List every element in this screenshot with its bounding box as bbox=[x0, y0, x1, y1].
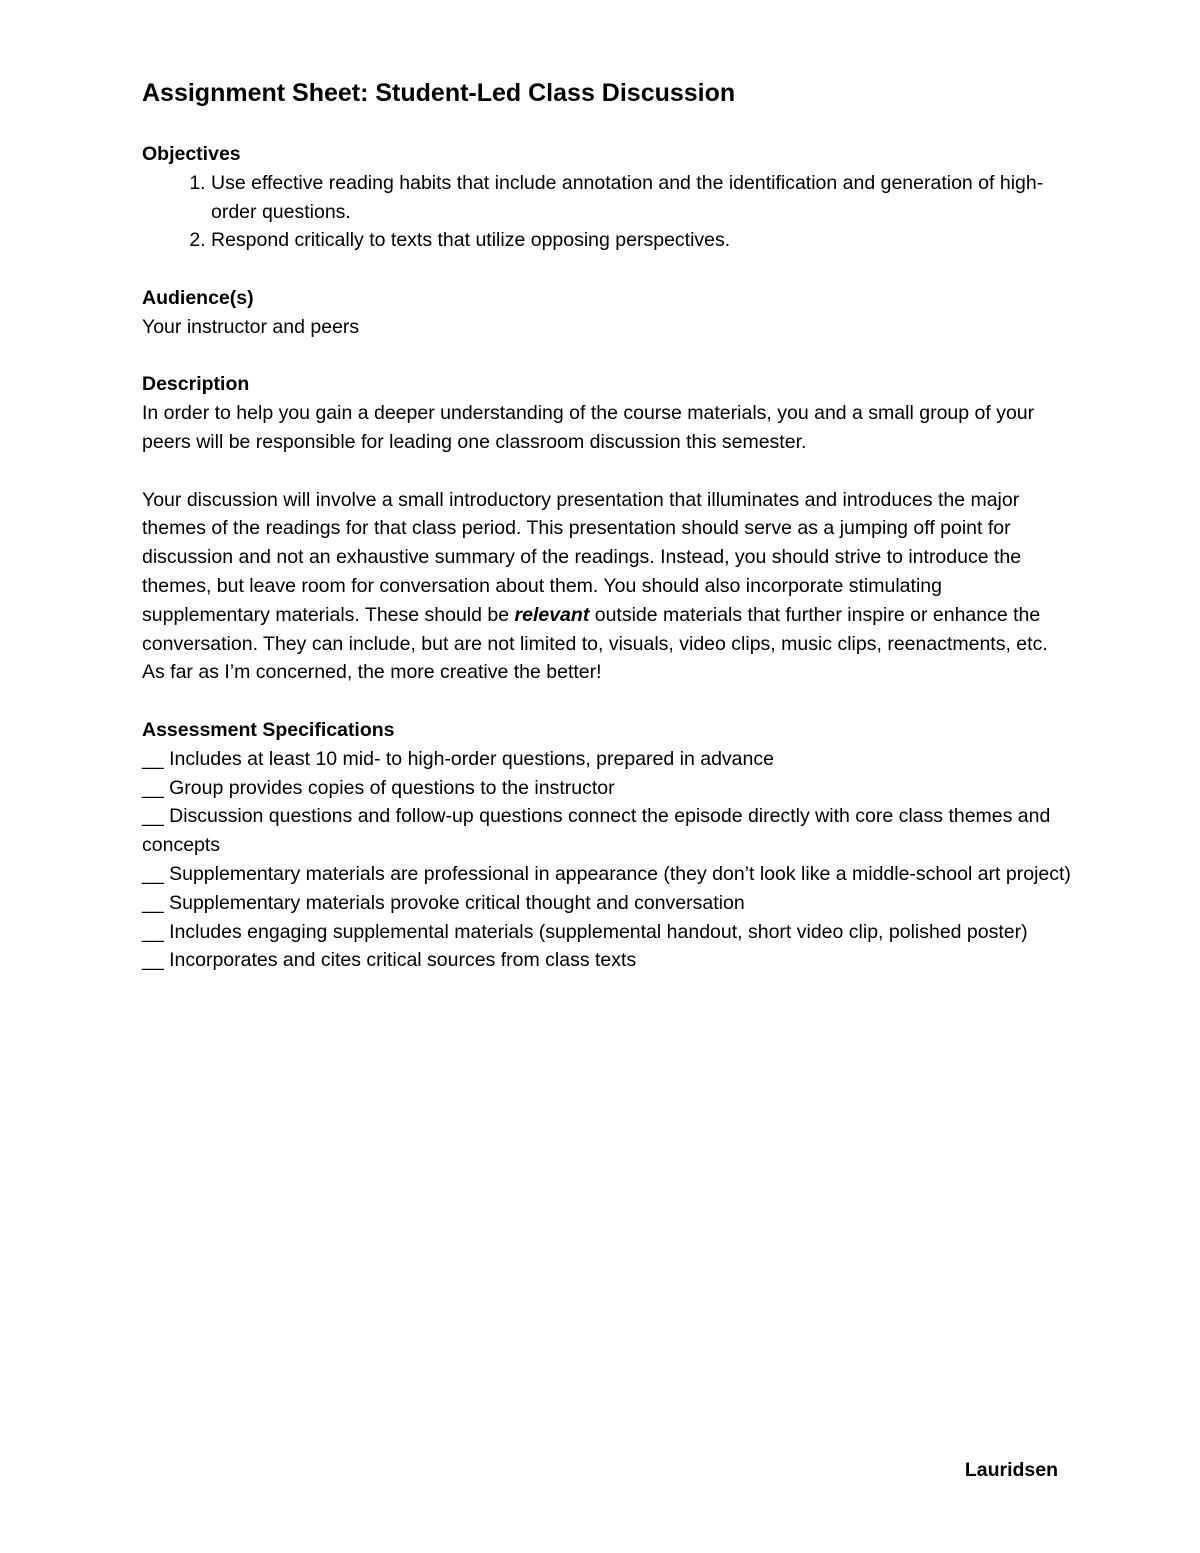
description-paragraph-2 bbox=[142, 486, 1072, 688]
assessment-list bbox=[142, 745, 1072, 975]
emphasis-relevant: relevant bbox=[514, 603, 590, 626]
description-section bbox=[142, 370, 1072, 687]
objectives-heading: Objectives bbox=[142, 143, 241, 165]
objective-item: 2. Respond critically to texts that utilize opposing perspectives. bbox=[211, 226, 1072, 255]
document-title: Assignment Sheet: Student-Led Class Discussion bbox=[142, 79, 736, 107]
objectives-section bbox=[142, 140, 1072, 255]
assessment-item: __ Includes engaging supplemental materials (supplemental handout, short video clip, polished poster) bbox=[142, 920, 1028, 943]
audience-text: Your instructor and peers bbox=[142, 315, 360, 338]
description-text-before: Your discussion will involve a small introductory presentation that illuminates and introduces the major themes of the readings for that class period. This presentation should serve as a jumping off point for discussion and not an exhaustive summary of the readings. Instead, you should strive to introduce the themes, but leave room for conversation about them. You should also incorporate stimulating supplementary materials. These should be bbox=[142, 488, 1022, 626]
assessment-item: __ Group provides copies of questions to the instructor bbox=[142, 776, 615, 799]
document-page bbox=[142, 76, 1072, 1004]
audience-section bbox=[142, 284, 1072, 342]
assessment-item: __ Supplementary materials are professional in appearance (they don’t look like a middle-school art project) bbox=[142, 862, 1071, 885]
assessment-heading: Assessment Specifications bbox=[142, 718, 395, 741]
description-heading: Description bbox=[142, 373, 250, 396]
assessment-item: __ Discussion questions and follow-up questions connect the episode directly with core class themes and concepts bbox=[142, 805, 1051, 857]
description-paragraph-1: In order to help you gain a deeper understanding of the course materials, you and a small group of your peers will be responsible for leading one classroom discussion this semester. bbox=[142, 402, 1035, 453]
assessment-section bbox=[142, 716, 1072, 975]
objectives-list bbox=[142, 169, 1072, 255]
assessment-item: __ Supplementary materials provoke critical thought and conversation bbox=[142, 891, 745, 914]
description-text-after: outside materials that further inspire or enhance the conversation. They can include, but are not limited to, visuals, video clips, music clips, reenactments, etc. As far as I’m concerned, the more creative the better! bbox=[142, 603, 1048, 684]
audience-heading: Audience(s) bbox=[142, 286, 254, 309]
objective-item: 1. Use effective reading habits that include annotation and the identification and generation of high-order questions. bbox=[211, 169, 1072, 227]
assessment-item: __ Incorporates and cites critical sources from class texts bbox=[142, 949, 637, 972]
assessment-item: __ Includes at least 10 mid- to high-order questions, prepared in advance bbox=[142, 747, 774, 770]
footer-author: Lauridsen bbox=[964, 1459, 1058, 1481]
